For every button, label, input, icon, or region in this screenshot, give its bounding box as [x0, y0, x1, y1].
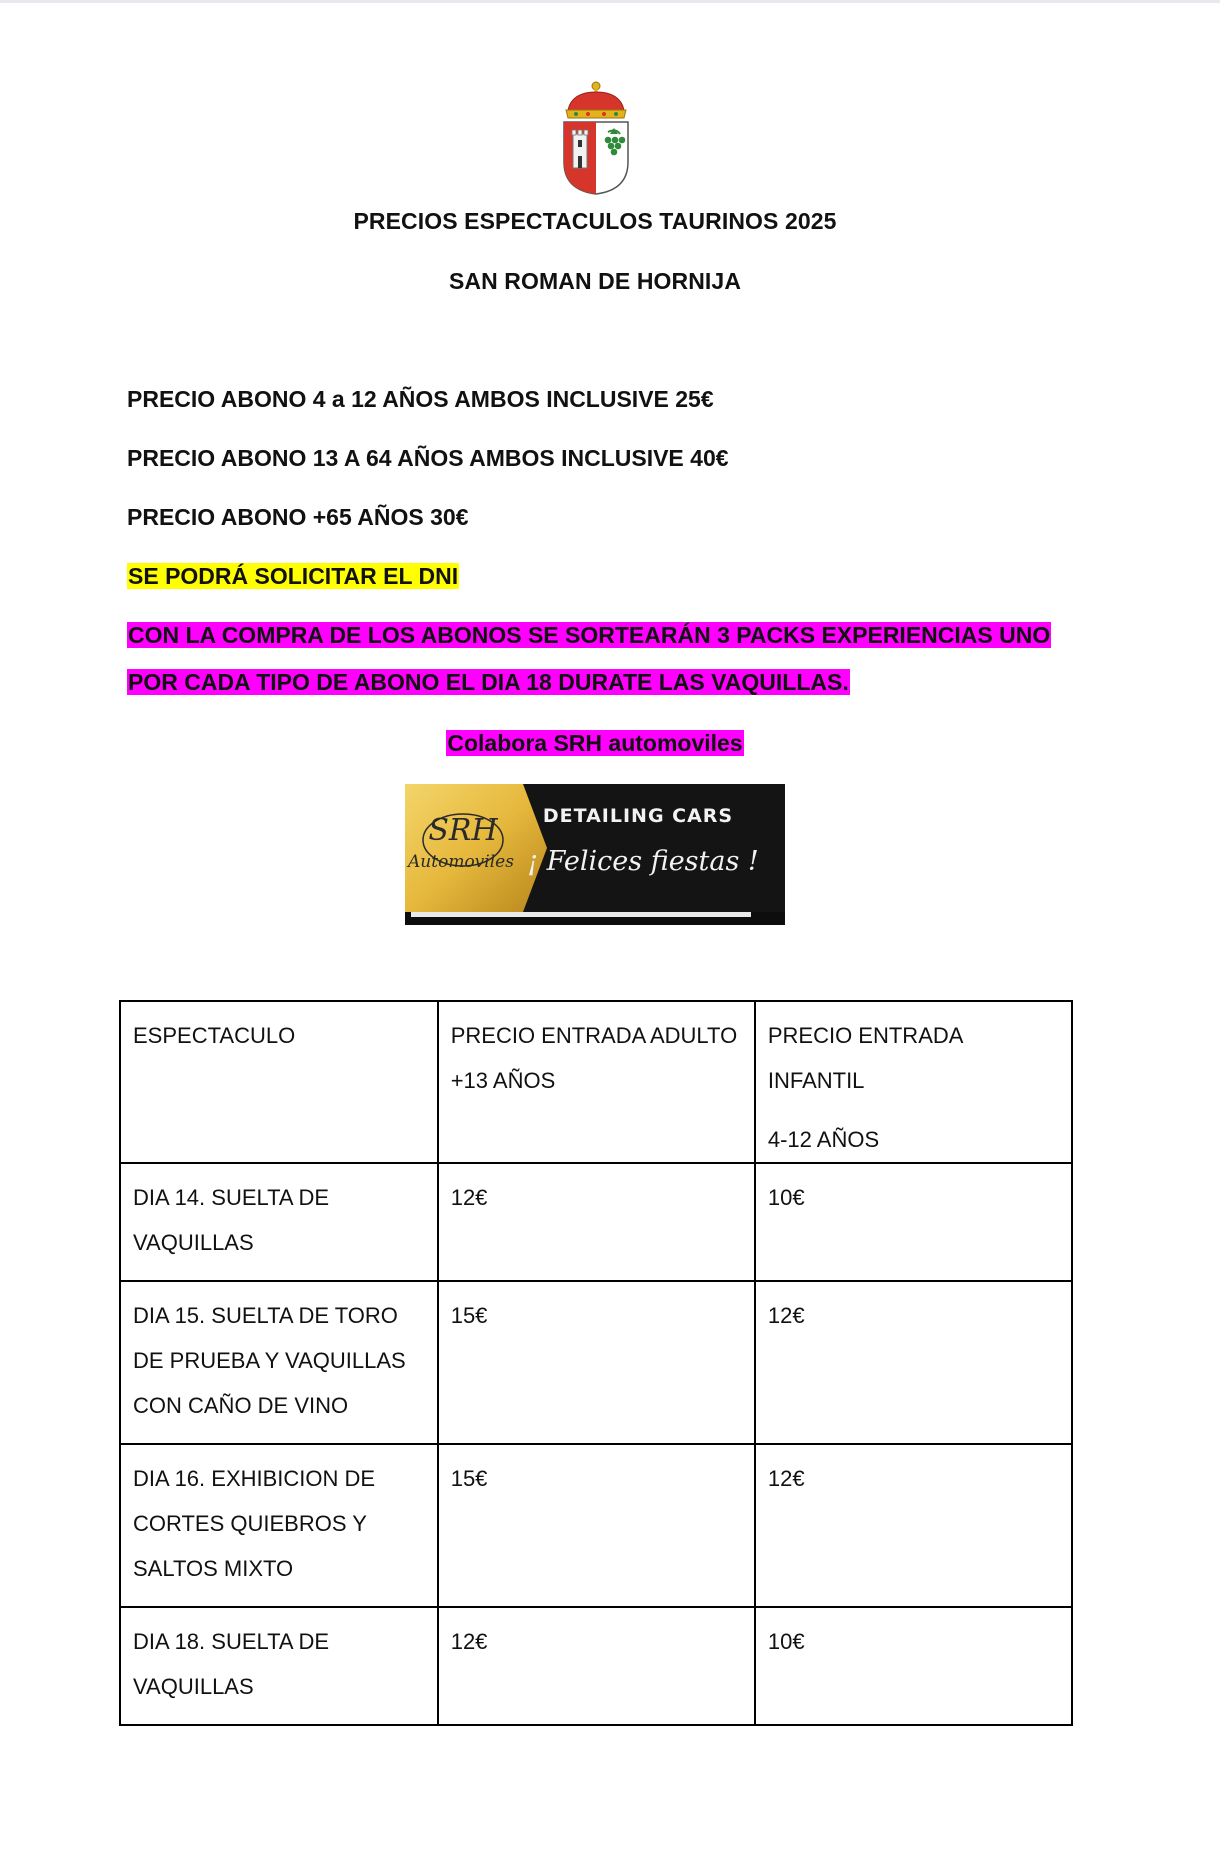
event-cell — [120, 1444, 438, 1607]
header-cell-child — [755, 1001, 1072, 1163]
event-cell — [120, 1281, 438, 1444]
table-header-row — [120, 1001, 1072, 1163]
page-title: PRECIOS ESPECTACULOS TAURINOS 2025 — [353, 208, 837, 234]
event-text: DE PRUEBA Y VAQUILLAS — [133, 1348, 406, 1373]
event-cell — [120, 1163, 438, 1281]
event-cell — [120, 1607, 438, 1725]
table-row — [120, 1281, 1072, 1444]
abono-price-seniors: PRECIO ABONO +65 AÑOS 30€ — [127, 504, 469, 530]
event-text: CORTES QUIEBROS Y — [133, 1511, 367, 1536]
table-row — [120, 1444, 1072, 1607]
table-row — [120, 1163, 1072, 1281]
header-cell-adult — [438, 1001, 755, 1163]
event-text: CON CAÑO DE VINO — [133, 1393, 349, 1418]
event-text: DIA 15. SUELTA DE TORO — [133, 1303, 398, 1328]
town-name: SAN ROMAN DE HORNIJA — [448, 268, 742, 294]
abono-price-children: PRECIO ABONO 4 a 12 AÑOS AMBOS INCLUSIVE 25€ — [127, 386, 714, 412]
raffle-notice-line1 — [127, 622, 1051, 649]
event-text: DIA 18. SUELTA DE — [133, 1629, 330, 1654]
municipal-coat-of-arms-icon — [560, 80, 632, 196]
header-adult-age: +13 AÑOS — [450, 1068, 556, 1093]
event-text: DIA 16. EXHIBICION DE — [133, 1466, 376, 1491]
banner-logo-initials: SRH — [428, 813, 498, 848]
header-child-age: 4-12 AÑOS — [767, 1127, 880, 1152]
table-row — [120, 1607, 1072, 1725]
raffle-notice-text1: CON LA COMPRA DE LOS ABONOS SE SORTEARÁN 3 PACKS EXPERIENCIAS UNO — [128, 622, 1051, 648]
collaborator-text: Colabora SRH automoviles — [447, 730, 743, 756]
header-cell-event — [120, 1001, 438, 1163]
header-child-label: PRECIO ENTRADA INFANTIL — [767, 1023, 963, 1093]
header-event-label: ESPECTACULO — [133, 1023, 296, 1048]
event-text: DIA 14. SUELTA DE — [133, 1185, 330, 1210]
raffle-notice-line2 — [127, 669, 850, 696]
abono-price-adults: PRECIO ABONO 13 A 64 AÑOS AMBOS INCLUSIVE 40€ — [127, 445, 729, 471]
sponsor-banner — [405, 784, 785, 925]
header-adult-label: PRECIO ENTRADA ADULTO — [450, 1023, 738, 1048]
child-price-cell: 12€ — [755, 1281, 1072, 1444]
dni-notice — [127, 563, 459, 590]
adult-price-cell: 15€ — [438, 1281, 755, 1444]
event-text: VAQUILLAS — [133, 1230, 254, 1255]
banner-logo-name: Automoviles — [408, 852, 514, 872]
adult-price-cell: 12€ — [438, 1163, 755, 1281]
event-text: SALTOS MIXTO — [133, 1556, 294, 1581]
event-text: VAQUILLAS — [133, 1674, 254, 1699]
child-price-cell: 10€ — [755, 1607, 1072, 1725]
banner-headline: DETAILING CARS — [542, 805, 734, 827]
adult-price-cell: 15€ — [438, 1444, 755, 1607]
banner-greeting: ¡ Felices fiestas ! — [527, 846, 759, 877]
dni-notice-text: SE PODRÁ SOLICITAR EL DNI — [128, 563, 459, 589]
raffle-notice-text2: POR CADA TIPO DE ABONO EL DIA 18 DURATE LAS VAQUILLAS. — [128, 669, 849, 695]
child-price-cell: 10€ — [755, 1163, 1072, 1281]
ticket-price-table — [119, 1000, 1073, 1726]
child-price-cell: 12€ — [755, 1444, 1072, 1607]
collaborator-notice — [0, 730, 1190, 757]
adult-price-cell: 12€ — [438, 1607, 755, 1725]
